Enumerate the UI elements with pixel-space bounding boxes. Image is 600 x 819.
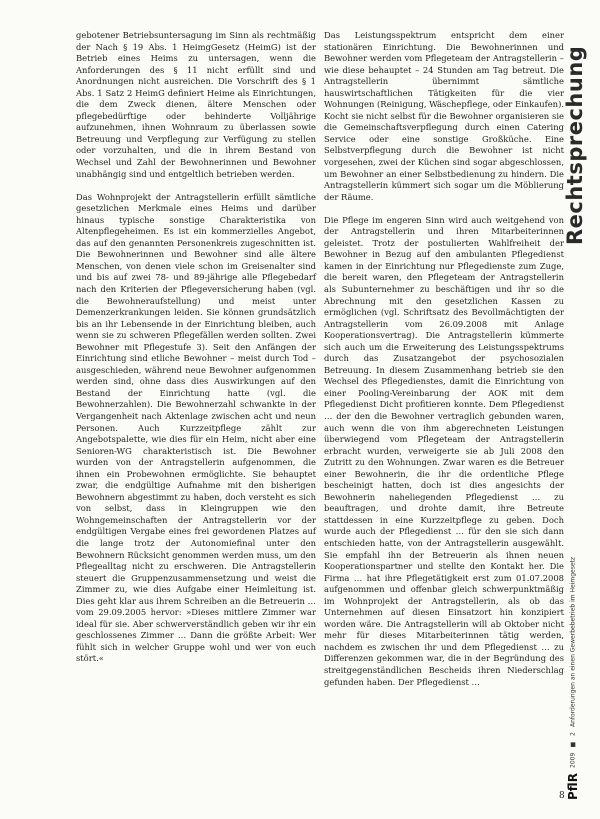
running-footer <box>566 470 580 800</box>
paragraph: Die Pflege im engeren Sinn wird auch weitgehend von der Antragstellerin und ihren Mitarbeiterinnen geleistet. Trotz der postulierten Wahlfreiheit der Bewohner in Bezug auf den ambulanten Pflegedienst kamen in der Einrichtung nur Pflegedienste zum Zuge, die bereit waren, den Pflegeteam der Antragstellerin als Subunternehmer zu beschäftigen und ihr so die Abrechnung mit den gesetzlichen Kassen zu ermöglichen (vgl. Schriftsatz des Bevollmächtigten der Antragstellerin vom 26.09.2008 mit Anlage Kooperationsvertrag). Die Antragstellerin kümmerte sich auch um die Erweiterung des Leistungsspektrums durch das Zusatzangebot der psychosozialen Betreuung. In diesem Zusammenhang betrieb sie den Wechsel des Pflegedienstes, damit die Einrichtung von einer Pooling-Vereinbarung der AOK mit dem Pflegedienst Dicht profitieren konnte. Dem Pflegedienst … der den die Bewohner vertraglich gebunden waren, auch wenn die von ihm abgerechneten Leistungen überwiegend vom Pflegeteam der Antragstellerin erbracht wurden, verweigerte sie ab Juli 2008 den Zutritt zu den Wohnungen. Zwar waren es die Betreuer einer Bewohnerin, die ihr die ordentliche Pflege bescheinigt hatten, doch ist dies angesichts der Bewohnerin naheliegenden Pflegedienst … zu beauftragen, und drohte damit, ihre Betreute stattdessen in eine Kurzzeitpflege zu geben. Doch wurde auch der Pflegedienst … für den sie sich dann entschieden hatte, von der Antragstellerin ausgewählt. Sie empfahl ihn der Betreuerin als ihnen neuen Kooperationspartner und stellte den Kontakt her. Die Firma … hat ihre Pflegetätigkeit erst zum 01.07.2008 aufgenommen und offenbar gleich schwerpunktmäßig im Wohnprojekt der Antragstellerin, als ob das Unternehmen auf diesen Einsatzort hin konzipiert worden wäre. Die Antragstellerin will ab Oktober nicht mehr für dieses Mitarbeiterinnen tätig werden, nachdem es zwischen ihr und dem Pflegedienst … zu Differenzen gekommen war, die in der Begründung des streitgegenständlichen Bescheids ihren Niederschlag gefunden haben. Der Pflegedienst … <box>324 214 564 687</box>
paragraph: gebotener Betriebsuntersagung im Sinn als rechtmäßig der Nach § 19 Abs. 1 HeimgGesetz (HeimG) ist der Betrieb eines Heims zu untersagen, wenn die Anforderungen des § 11 nicht erfüllt sind und Anordnungen nicht ausreichen. Die Vorschrift des § 1 Abs. 1 Satz 2 HeimG definiert Heime als Einrichtungen, die dem Zweck dienen, ältere Menschen oder pflegebedürftige oder behinderte Volljährige aufzunehmen, ihnen Wohnraum zu überlassen sowie Betreuung und Verpflegung zur Verfügung zu stellen oder vorzuhalten, und die in ihrem Bestand von Wechsel und Zahl der Bewohnerinnen und Bewohner unabhängig sind und entgeltlich betrieben werden. <box>76 30 316 179</box>
right-column <box>324 30 564 688</box>
page-number: 8 <box>559 791 565 801</box>
paragraph: Das Leistungsspektrum entspricht dem einer stationären Einrichtung. Die Bewohnerinnen und Bewohner werden vom Pflegeteam der Antragstellerin – wie diese behauptet – 24 Stunden am Tag betreut. Die Antragstellerin übernimmt sämtliche hauswirtschaftlichen Tätigkeiten für die vier Wohnungen (Reinigung, Wäschepflege, oder Einkaufen). Kocht sie nicht selbst für die Bewohner organisieren sie die Gemeinschaftsverpflegung durch einen Catering Service oder eine sonstige Großküche. Eine Selbstverpflegung durch die Bewohner ist nicht vorgesehen, zwei der Küchen sind sogar abgeschlossen, um Bewohner an einer Selbstbedienung zu hindern. Die Antragstellerin kümmert sich sogar um die Möblierung der Räume. <box>324 30 564 202</box>
footer-article-title: Anforderungen an einen Gewerbebetrieb im Heimgesetz <box>569 556 577 727</box>
footer-square-icon: ■ <box>569 740 577 748</box>
section-label: Rechtsprechung <box>563 45 587 245</box>
footer-page-ref: 2 <box>569 731 577 736</box>
journal-name: PflR <box>566 773 580 800</box>
paragraph: Das Wohnprojekt der Antragstellerin erfüllt sämtliche gesetzlichen Merkmale eines Heims und darüber hinaus typische sonstige Charakteristika von Altenpflegeheimen. Es ist ein kommerzielles Angebot, das auf den genannten Personenkreis zugeschnitten ist. Die Bewohnerinnen und Bewohner sind alle ältere Menschen, von denen viele schon im Greisenalter sind und bis auf zwei 78- und 89-jährige alle Pflegebedarf nach den Kriterien der Pflegeversicherung haben (vgl. die Bewohneraufstellung) und meist unter Demenzerkrankungen leiden. Sie können grundsätzlich bis an ihr Lebensende in der Einrichtung bleiben, auch wenn sie zu schweren Pflegefällen werden sollten. Zwei Bewohner mit Pflegestufe 3). Seit den Anfängen der Einrichtung sind etliche Bewohner – meist durch Tod – ausgeschieden, während neue Bewohner aufgenommen werden sind, ohne dass dies Auswirkungen auf den Bestand der Einrichtung hatte (vgl. die Bewohnerzahlen). Die Bewohnerzahl schwankte in der Vergangenheit nach Aktenlage zwischen acht und neun Personen. Auch Kurzzeitpflege zählt zur Angebotspalette, wie dies für ein Heim, nicht aber eine Senioren-WG charakteristisch ist. Die Bewohner wurden von der Antragstellerin aufgenommen, die ihnen ein Probewohnen ermöglichte. Sie behauptet zwar, die endgültige Aufnahme mit den bisherigen Bewohnern abgestimmt zu haben, doch versteht es sich von selbst, dass in Kleingruppen wie den Wohngemeinschaften der Antragstellerin vor der endgültigen Vergabe eines frei gewordenen Platzes auf die lange trotz der Autonomiefinal unter den Bewohnern Rücksicht genommen werden muss, um den Pflegealltag nicht zu erschweren. Die Antragstellerin steuert die Gruppenzusammensetzung und weist die Zimmer zu, wie dies Aufgabe einer Heimleitung ist. Dies geht klar aus ihrem Schreiben an die Betreuerin … vom 29.09.2005 hervor: »Dieses mittlere Zimmer war ideal für sie. Aber schwerverständlich geben wir ihr ein geschlossenes Zimmer … Dann die größte Arbeit: Wer fühlt sich in welcher Gruppe wohl und wer von euch stört.« <box>76 191 316 664</box>
left-column <box>76 30 316 665</box>
footer-year: 2009 <box>569 752 577 769</box>
